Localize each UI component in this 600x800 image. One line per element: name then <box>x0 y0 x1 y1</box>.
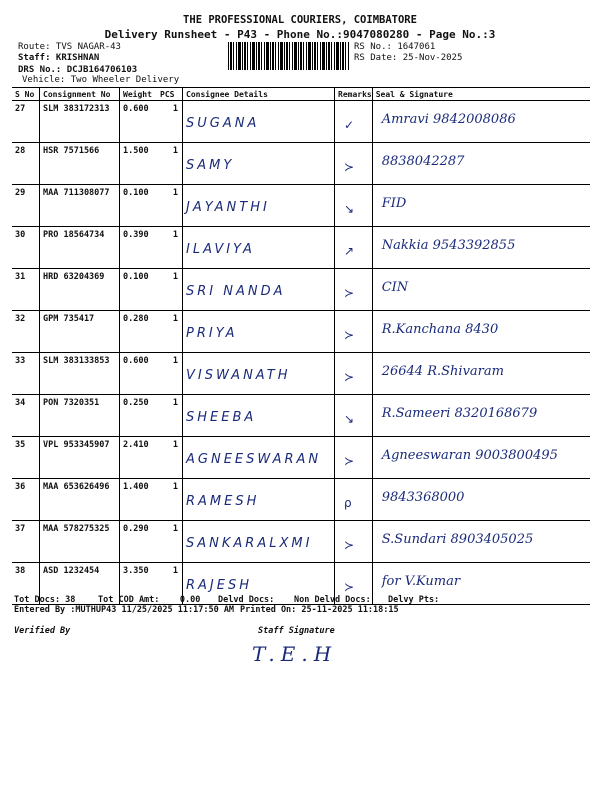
company-title: THE PROFESSIONAL COURIERS, COIMBATORE <box>183 14 417 26</box>
row-sno: 27 <box>15 104 26 114</box>
row-sno: 29 <box>15 188 26 198</box>
row-weight: 2.410 <box>123 440 149 450</box>
row-consignment: PRO 18564734 <box>43 230 105 240</box>
barcode-image <box>228 42 350 70</box>
row-sno: 38 <box>15 566 26 576</box>
table-row <box>12 143 590 185</box>
row-signature: for V.Kumar <box>381 574 461 589</box>
table-header <box>12 88 590 101</box>
row-sno: 35 <box>15 440 26 450</box>
rs-no: RS No.: 1647061 <box>354 42 436 52</box>
row-weight: 0.250 <box>123 398 149 408</box>
row-pcs: 1 <box>172 398 178 408</box>
row-consignee: SRI NANDA <box>186 284 286 299</box>
row-pcs: 1 <box>172 440 178 450</box>
row-weight: 3.350 <box>123 566 149 576</box>
col-signature: Seal & Signature <box>372 88 590 101</box>
row-signature: Agneeswaran 9003800495 <box>381 448 558 463</box>
delvy-pts: Delvy Pts: <box>388 595 440 605</box>
row-consignee: SAMY <box>186 158 235 173</box>
row-remark: ✓ <box>344 118 355 132</box>
row-pcs: 1 <box>172 146 178 156</box>
col-sno: S No <box>12 88 40 101</box>
row-signature: Nakkia 9543392855 <box>381 238 516 253</box>
table-row <box>12 521 590 563</box>
row-weight: 0.600 <box>123 356 149 366</box>
row-signature: 9843368000 <box>381 490 465 505</box>
col-consignment: Consignment No <box>40 88 120 101</box>
row-signature: Amravi 9842008086 <box>381 112 516 127</box>
row-remark: ≻ <box>344 160 355 174</box>
row-signature: 26644 R.Shivaram <box>381 364 504 379</box>
table-row <box>12 185 590 227</box>
row-pcs: 1 <box>172 356 178 366</box>
table-row <box>12 395 590 437</box>
row-remark: ≻ <box>344 580 355 594</box>
col-remarks: Remarks <box>335 88 373 101</box>
row-pcs: 1 <box>172 566 178 576</box>
table-row <box>12 353 590 395</box>
table-row <box>12 101 590 143</box>
row-pcs: 1 <box>172 314 178 324</box>
staff-signature-label: Staff Signature <box>258 626 335 636</box>
runsheet-subtitle: Delivery Runsheet - P43 - Phone No.:9047080280 - Page No.:3 <box>104 28 496 41</box>
row-signature: 8838042287 <box>381 154 465 169</box>
entered-by: Entered By :MUTHUP43 11/25/2025 11:17:50 AM <box>14 605 235 615</box>
row-sno: 32 <box>15 314 26 324</box>
row-consignment: MAA 711308077 <box>43 188 110 198</box>
col-pcs: PCS <box>157 88 183 101</box>
row-consignment: HSR 7571566 <box>43 146 100 156</box>
row-consignment: ASD 1232454 <box>43 566 100 576</box>
row-weight: 0.600 <box>123 104 149 114</box>
col-consignee: Consignee Details <box>183 88 335 101</box>
row-remark: ↗ <box>344 244 355 258</box>
row-remark: ≻ <box>344 328 355 342</box>
row-consignee: SUGANA <box>186 116 260 131</box>
table-row <box>12 437 590 479</box>
row-weight: 0.390 <box>123 230 149 240</box>
row-consignment: SLM 383172313 <box>43 104 110 114</box>
row-consignment: PON 7320351 <box>43 398 100 408</box>
row-remark: ↘ <box>344 412 355 426</box>
row-pcs: 1 <box>172 188 178 198</box>
row-remark: ρ <box>344 496 352 510</box>
row-remark: ≻ <box>344 370 355 384</box>
row-pcs: 1 <box>172 482 178 492</box>
row-signature: R.Sameeri 8320168679 <box>381 406 538 421</box>
row-consignee: SHEEBA <box>186 410 257 425</box>
vehicle: Vehicle: Two Wheeler Delivery <box>22 75 180 85</box>
row-pcs: 1 <box>172 524 178 534</box>
row-sno: 28 <box>15 146 26 156</box>
row-consignment: MAA 653626496 <box>43 482 110 492</box>
row-consignee: ILAVIYA <box>186 242 255 257</box>
printed-on: Printed On: 25-11-2025 11:18:15 <box>240 605 399 615</box>
row-pcs: 1 <box>172 104 178 114</box>
row-weight: 0.100 <box>123 188 149 198</box>
row-signature: S.Sundari 8903405025 <box>381 532 534 547</box>
row-sno: 37 <box>15 524 26 534</box>
row-signature: R.Kanchana 8430 <box>381 322 499 337</box>
drs-no: DRS No.: DCJB164706103 <box>18 65 138 75</box>
row-remark: ≻ <box>344 454 355 468</box>
row-consignee: SANKARALXMI <box>186 536 313 551</box>
tot-docs: Tot Docs: 38 <box>14 595 76 605</box>
row-consignee: RAJESH <box>186 578 253 593</box>
row-remark: ≻ <box>344 538 355 552</box>
runsheet-table <box>12 87 590 605</box>
row-consignment: VPL 953345907 <box>43 440 110 450</box>
table-row <box>12 479 590 521</box>
row-remark: ↘ <box>344 202 355 216</box>
row-consignee: VISWANATH <box>186 368 291 383</box>
row-consignee: PRIYA <box>186 326 238 341</box>
row-consignment: GPM 735417 <box>43 314 95 324</box>
row-consignee: JAYANTHI <box>186 200 270 215</box>
table-row <box>12 227 590 269</box>
row-sno: 30 <box>15 230 26 240</box>
row-signature: CIN <box>381 280 409 295</box>
row-weight: 0.290 <box>123 524 149 534</box>
row-consignment: HRD 63204369 <box>43 272 105 282</box>
row-pcs: 1 <box>172 230 178 240</box>
row-consignee: RAMESH <box>186 494 260 509</box>
row-signature: FID <box>381 196 407 211</box>
col-weight: Weight <box>120 88 158 101</box>
row-weight: 0.280 <box>123 314 149 324</box>
verified-by: Verified By <box>14 626 71 636</box>
tot-cod: Tot COD Amt: 0.00 <box>98 595 201 605</box>
table-row <box>12 311 590 353</box>
row-sno: 34 <box>15 398 26 408</box>
row-pcs: 1 <box>172 272 178 282</box>
row-weight: 1.400 <box>123 482 149 492</box>
row-consignment: MAA 578275325 <box>43 524 110 534</box>
row-consignment: SLM 383133853 <box>43 356 110 366</box>
row-sno: 33 <box>15 356 26 366</box>
table-row <box>12 269 590 311</box>
route: Route: TVS NAGAR-43 <box>18 42 121 52</box>
staff: Staff: KRISHNAN <box>18 53 100 63</box>
row-consignee: AGNEESWARAN <box>186 452 322 467</box>
delvd-docs: Delvd Docs: <box>218 595 275 605</box>
staff-signature: T.E.H <box>252 642 338 666</box>
non-delvd-docs: Non Delvd Docs: <box>294 595 371 605</box>
row-sno: 31 <box>15 272 26 282</box>
row-remark: ≻ <box>344 286 355 300</box>
row-weight: 0.100 <box>123 272 149 282</box>
rs-date: RS Date: 25-Nov-2025 <box>354 53 463 63</box>
row-weight: 1.500 <box>123 146 149 156</box>
row-sno: 36 <box>15 482 26 492</box>
